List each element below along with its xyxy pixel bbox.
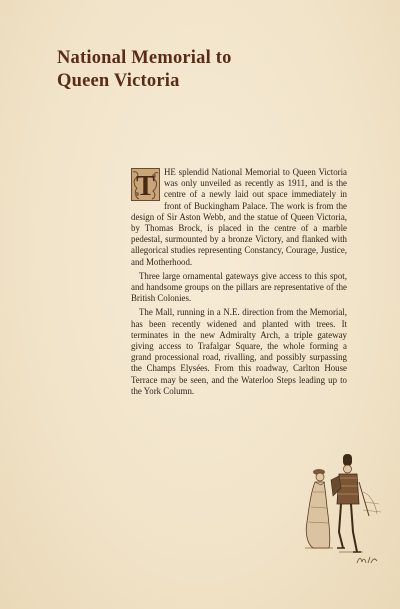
body-text xyxy=(131,167,347,400)
dropcap-letter: T xyxy=(136,171,155,201)
page-title xyxy=(57,47,357,93)
artist-signature-icon xyxy=(356,552,378,562)
sketch-soldier-and-lady-icon xyxy=(303,452,383,562)
title-line-1: National Memorial to xyxy=(57,48,232,68)
paragraph-1 xyxy=(131,167,347,268)
paragraph-2: Three large ornamental gateways give access to this spot, and handsome groups on the pillars are representative of the British Colonies. xyxy=(131,270,347,304)
paragraph-1-text: HE splendid National Memorial to Queen Victoria was only unveiled as recently as 1911, and is the centre of a newly laid out space immediately in front of Buckingham Palace. The work is from the design of Sir Aston Webb, and the statue of Queen Victoria, by Thomas Brock, is placed in the centre of a marble pedestal, surmounted by a bronze Victory, and flanked with allegorical studies representing Constancy, Courage, Justice, and Motherhood. xyxy=(131,167,347,267)
dropcap-ornament xyxy=(131,168,160,201)
title-line-2: Queen Victoria xyxy=(57,71,180,91)
paragraph-3: The Mall, running in a N.E. direction from the Memorial, has been recently widened and planted with trees. It terminates in the new Admiralty Arch, a triple gateway giving access to Trafalgar Square, the whole forming a grand processional road, rivalling, and possibly surpassing the Champs Elysées. From this roadway, Carlton House Terrace may be seen, and the Waterloo Steps leading up to the York Column. xyxy=(131,307,347,396)
